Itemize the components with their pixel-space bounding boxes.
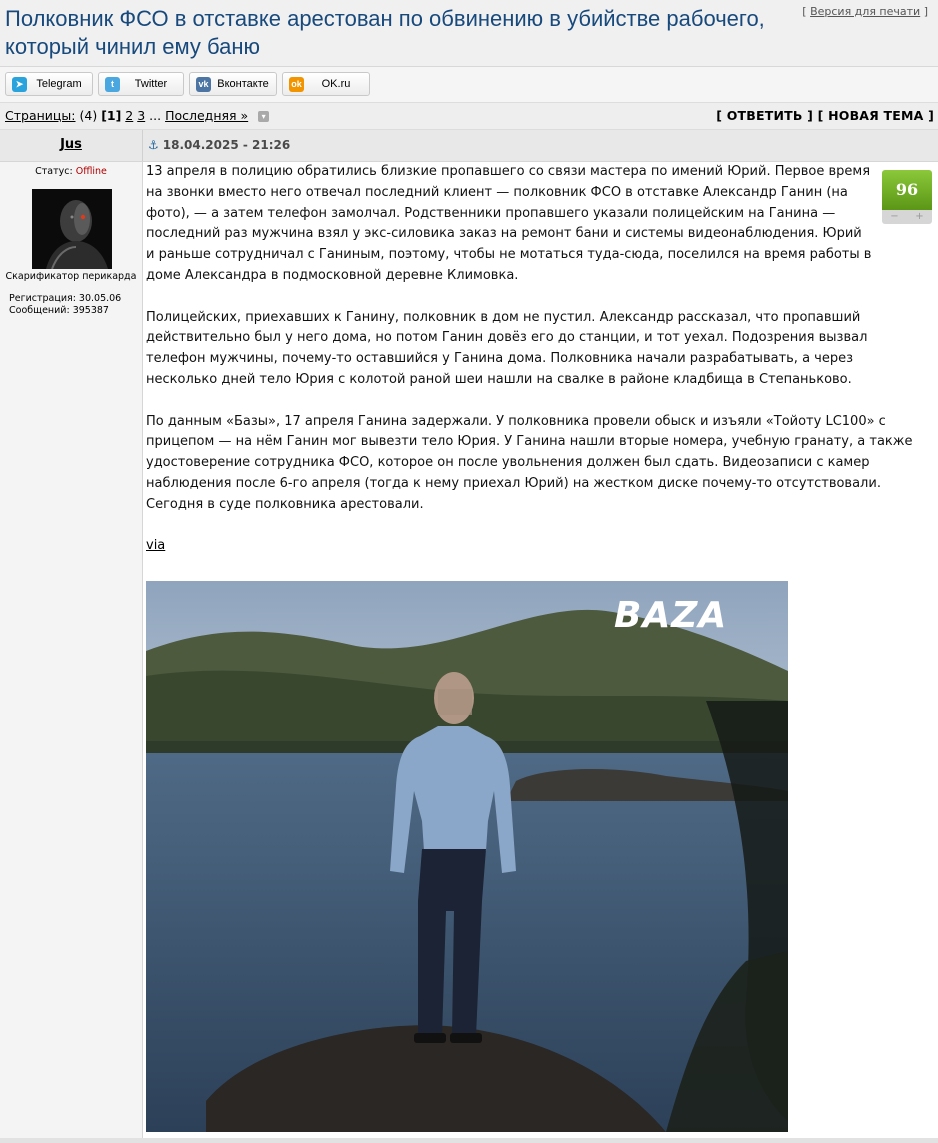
page-jump-icon[interactable]: ▾ xyxy=(258,111,269,122)
status-label: Статус: xyxy=(35,166,73,177)
message-count: Сообщений: 395387 xyxy=(9,305,109,316)
pagination-bar xyxy=(0,103,938,130)
post-paragraph: 13 апреля в полицию обратились близкие пропавшего со связи мастера по имений Юрий. Первое время на звонки вместо него отвечал последний клиент — полковник ФСО в отставке Александр Ганин (на фото), — а затем телефон замолчал. Родственники пропавшего указали полицейским на Ганина — последний раз мужчина взял у экс-силовика заказ на ремонт бани и системы видеонаблюдения. Юрий и раньше сотрудничал с Ганиным, поэтому, чтобы не мотаться туда-сюда, поселился на время работы в доме Александра в подмосковной деревне Климовка. xyxy=(146,164,872,283)
user-rank: Скарификатор перикарда xyxy=(5,271,137,282)
rating-minus-button[interactable]: − xyxy=(890,211,899,222)
avatar[interactable] xyxy=(32,189,112,269)
rating-plus-button[interactable]: + xyxy=(915,211,924,222)
photo-watermark: BAZA xyxy=(614,595,728,636)
print-version-link[interactable]: Версия для печати xyxy=(810,5,921,18)
post-header xyxy=(0,130,938,162)
pages-count: (4) xyxy=(79,108,98,123)
twitter-icon: t xyxy=(105,77,120,92)
page-title: Полковник ФСО в отставке арестован по обвинению в убийстве рабочего, который чинил ему баню xyxy=(5,6,765,59)
print-version: [ Версия для печати ] xyxy=(802,5,928,18)
via-link[interactable]: via xyxy=(146,538,166,554)
current-page: [1] xyxy=(101,108,122,123)
rating-value: 96 xyxy=(882,170,932,210)
post-paragraph: Полицейских, приехавших к Ганину, полковник в дом не пустил. Александр рассказал, что пропавший действительно был у него дома, но потом Ганин довёз его до станции, и тот уехал. Подозрения вызвал телефон мужчины, почему-то оставшийся у Ганина дома. Полковника начали разрабатывать, а через несколько дней тело Юрия с колотой раной шеи нашли на свалке в районе кладбища в Степаньково. xyxy=(146,309,868,387)
share-telegram-button[interactable] xyxy=(5,72,93,96)
user-status xyxy=(0,166,142,177)
share-vk-button[interactable] xyxy=(189,72,277,96)
telegram-icon: ➤ xyxy=(12,77,27,92)
page-3-link[interactable]: 3 xyxy=(137,108,146,123)
post-footer-strip xyxy=(0,1138,938,1143)
new-topic-button[interactable]: [ НОВАЯ ТЕМА ] xyxy=(817,108,934,123)
share-bar xyxy=(0,67,938,103)
share-label: OK.ru xyxy=(321,78,351,90)
author-link[interactable]: Jus xyxy=(60,137,82,152)
registration-date: Регистрация: 30.05.06 xyxy=(9,293,122,304)
topic-header xyxy=(0,0,938,67)
user-stats xyxy=(9,293,121,317)
avatar-image xyxy=(32,189,112,269)
post-date-text: 18.04.2025 - 21:26 xyxy=(162,138,291,152)
share-label: Telegram xyxy=(36,78,82,90)
pages-label[interactable]: Страницы: xyxy=(5,108,76,123)
page-2-link[interactable]: 2 xyxy=(125,108,134,123)
topic-actions xyxy=(716,103,934,129)
vk-icon: vk xyxy=(196,77,211,92)
reply-button[interactable]: [ ОТВЕТИТЬ ] xyxy=(716,108,814,123)
share-ok-button[interactable] xyxy=(282,72,370,96)
pages-ellipsis: ... xyxy=(149,108,162,123)
share-label: Вконтакте xyxy=(217,78,269,90)
last-page-link[interactable]: Последняя » xyxy=(165,108,249,123)
share-label: Twitter xyxy=(134,78,168,90)
post-content xyxy=(146,162,934,578)
ok-icon: ok xyxy=(289,77,304,92)
pagination xyxy=(5,103,269,129)
user-info-panel xyxy=(0,162,143,1138)
post-photo[interactable] xyxy=(146,581,788,1132)
photo-image xyxy=(146,581,788,1132)
share-twitter-button[interactable] xyxy=(98,72,184,96)
status-value: Offline xyxy=(75,166,107,177)
post-date xyxy=(148,130,290,161)
post-author xyxy=(0,130,143,161)
post-paragraph: По данным «Базы», 17 апреля Ганина задержали. У полковника провели обыск и изъяли «Тойоту LC100» с прицепом — на нём Ганин мог вывезти тело Юрия. У Ганина нашли вторые номера, учебную гранату, а также удостоверение сотрудника ФСО, которое он после увольнения должен был сдать. Видеозаписи с камер наблюдения после 6-го апреля (тогда к нему приехал Юрий) на жестком диске почему-то отсутствовали. Сегодня в суде полковника арестовали. xyxy=(146,413,913,512)
anchor-icon[interactable]: ⚓ xyxy=(148,138,159,152)
